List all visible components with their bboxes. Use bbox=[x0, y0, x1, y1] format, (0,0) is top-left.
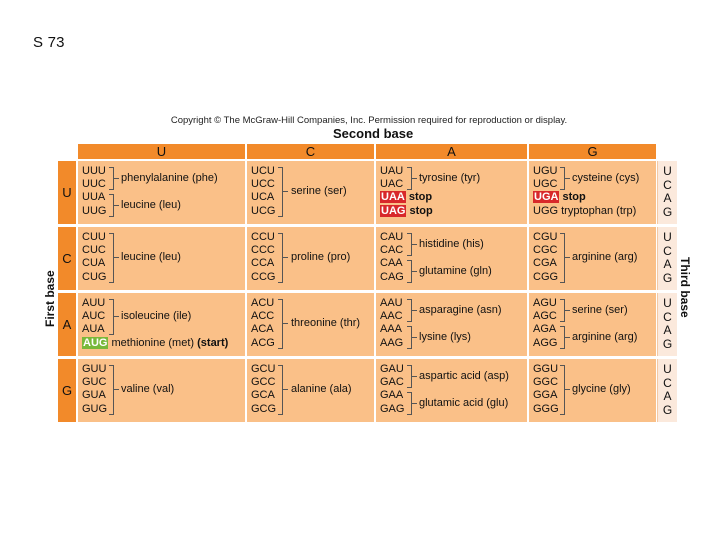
codon: UGC bbox=[533, 178, 558, 191]
bracket bbox=[278, 167, 283, 217]
codon: CAC bbox=[380, 244, 404, 257]
amino-acid-label: serine (ser) bbox=[291, 185, 347, 197]
bracket-tick bbox=[283, 191, 288, 192]
bracket-tick bbox=[114, 257, 119, 258]
third-base-letter: C bbox=[663, 177, 672, 192]
codon: CAU bbox=[380, 231, 404, 243]
third-base-letter: A bbox=[663, 323, 672, 337]
codon-cell-cc bbox=[247, 227, 374, 290]
codon: ACG bbox=[251, 336, 275, 349]
codon: UUA bbox=[82, 191, 106, 204]
first-base-a: A bbox=[58, 293, 76, 356]
third-base-letter: U bbox=[663, 296, 672, 310]
codon-cell-ac bbox=[247, 293, 374, 356]
codon: ACC bbox=[251, 310, 275, 323]
amino-acid-label: glycine (gly) bbox=[572, 383, 631, 395]
codon: UAC bbox=[380, 178, 404, 191]
second-base-header-c: C bbox=[247, 144, 374, 159]
codon: CCU bbox=[251, 231, 275, 243]
codon: UGU bbox=[533, 165, 558, 177]
codon: AAU bbox=[380, 297, 403, 309]
codon: UUC bbox=[82, 178, 106, 191]
amino-acid-label: glutamine (gln) bbox=[419, 265, 492, 277]
second-base-header-a: A bbox=[376, 144, 527, 159]
codon: GAC bbox=[380, 376, 404, 389]
codon: GAA bbox=[380, 389, 404, 402]
codon: AGG bbox=[533, 336, 558, 349]
codon: GCG bbox=[251, 402, 277, 415]
amino-acid-label: leucine (leu) bbox=[121, 251, 181, 263]
bracket bbox=[109, 233, 114, 283]
amino-acid-label: phenylalanine (phe) bbox=[121, 172, 218, 184]
bracket bbox=[560, 365, 565, 415]
codon: CUC bbox=[82, 244, 106, 257]
amino-acid-label: methionine (met) bbox=[111, 336, 195, 349]
bracket-tick bbox=[412, 376, 417, 377]
codon: CGA bbox=[533, 257, 557, 270]
codon-cell-gu bbox=[78, 359, 245, 422]
stop-label: stop bbox=[408, 191, 433, 204]
codon-cell-aa bbox=[376, 293, 527, 356]
third-base-letter: C bbox=[663, 309, 672, 324]
slide-label: S 73 bbox=[33, 34, 65, 51]
bracket bbox=[278, 233, 283, 283]
codon: CGU bbox=[533, 231, 558, 243]
amino-acid-label: arginine (arg) bbox=[572, 251, 638, 263]
bracket bbox=[109, 299, 114, 335]
amino-acid-label: threonine (thr) bbox=[291, 317, 361, 329]
third-base-letter: G bbox=[662, 204, 673, 219]
third-base-letter: A bbox=[663, 389, 672, 403]
third-base-letter: C bbox=[663, 243, 672, 258]
codon: AUU bbox=[82, 297, 106, 309]
third-base-letter: A bbox=[663, 191, 672, 205]
codon: CCC bbox=[251, 244, 275, 257]
amino-acid-label: isoleucine (ile) bbox=[121, 310, 192, 322]
bracket-tick bbox=[114, 389, 119, 390]
codon: AUA bbox=[82, 323, 105, 336]
codon: AGC bbox=[533, 310, 557, 323]
stop-label: stop bbox=[562, 191, 586, 204]
codon: GGG bbox=[533, 402, 559, 415]
bracket-tick bbox=[114, 316, 119, 317]
start-codon: AUG bbox=[83, 336, 108, 349]
codon-cell-cg bbox=[529, 227, 656, 290]
codon: CAG bbox=[380, 270, 404, 283]
amino-acid-label: aspartic acid (asp) bbox=[419, 370, 509, 382]
bracket-tick bbox=[565, 337, 570, 338]
codon-cell-ua bbox=[376, 161, 527, 224]
amino-acid-label: lysine (lys) bbox=[419, 331, 471, 343]
codon-cell-gg bbox=[529, 359, 656, 422]
first-base-u: U bbox=[58, 161, 76, 224]
codon: UGG bbox=[533, 204, 559, 217]
amino-acid-label: alanine (ala) bbox=[291, 383, 352, 395]
bracket-tick bbox=[283, 389, 288, 390]
codon: ACA bbox=[251, 323, 274, 336]
third-base-group-c bbox=[657, 227, 677, 290]
codon-cell-ag bbox=[529, 293, 656, 356]
codon: UCU bbox=[251, 165, 275, 177]
amino-acid-label: glutamic acid (glu) bbox=[419, 397, 509, 409]
codon: CUA bbox=[82, 257, 106, 270]
first-base-c: C bbox=[58, 227, 76, 290]
bracket-tick bbox=[565, 389, 570, 390]
codon-cell-cu bbox=[78, 227, 245, 290]
codon: GGA bbox=[533, 389, 558, 402]
codon-cell-ug bbox=[529, 161, 656, 224]
amino-acid-label: tryptophan (trp) bbox=[561, 204, 637, 217]
stop-codon: UGA bbox=[534, 191, 559, 204]
stop-label: stop bbox=[409, 204, 433, 217]
start-label: (start) bbox=[197, 336, 229, 349]
codon: GUA bbox=[82, 389, 106, 402]
codon: AGA bbox=[533, 323, 557, 336]
codon: UUU bbox=[82, 165, 106, 177]
stop-codon: UAA bbox=[381, 191, 405, 204]
codon-cell-uu bbox=[78, 161, 245, 224]
third-base-letter: G bbox=[662, 402, 673, 417]
bracket bbox=[278, 299, 283, 349]
codon-cell-ga bbox=[376, 359, 527, 422]
third-base-group-u bbox=[657, 161, 677, 224]
third-base-letter: U bbox=[663, 230, 672, 244]
codon-cell-uc bbox=[247, 161, 374, 224]
third-base-letter: C bbox=[663, 375, 672, 390]
bracket-tick bbox=[412, 337, 417, 338]
codon: AUC bbox=[82, 310, 106, 323]
amino-acid-label: histidine (his) bbox=[419, 238, 484, 250]
second-base-title: Second base bbox=[333, 126, 414, 141]
first-base-g: G bbox=[58, 359, 76, 422]
codon: GCA bbox=[251, 389, 275, 402]
second-base-header-g: G bbox=[529, 144, 656, 159]
amino-acid-label: tyrosine (tyr) bbox=[419, 172, 481, 184]
third-base-title: Third base bbox=[678, 257, 692, 318]
copyright-notice: Copyright © The McGraw-Hill Companies, Inc. Permission required for reproduction or display. bbox=[170, 115, 568, 126]
codon: ACU bbox=[251, 297, 275, 309]
bracket-tick bbox=[565, 257, 570, 258]
codon: GGU bbox=[533, 363, 559, 375]
codon: GCC bbox=[251, 376, 276, 389]
amino-acid-label: asparagine (asn) bbox=[419, 304, 502, 316]
amino-acid-label: leucine (leu) bbox=[121, 199, 181, 211]
codon: UUG bbox=[82, 204, 107, 217]
bracket bbox=[278, 365, 283, 415]
codon: AAA bbox=[380, 323, 403, 336]
bracket-tick bbox=[412, 271, 417, 272]
codon: GAU bbox=[380, 363, 404, 375]
third-base-letter: U bbox=[663, 362, 672, 376]
third-base-group-a bbox=[657, 293, 677, 356]
codon: CUU bbox=[82, 231, 106, 243]
bracket-tick bbox=[565, 178, 570, 179]
amino-acid-label: valine (val) bbox=[121, 383, 175, 395]
codon: CGC bbox=[533, 244, 558, 257]
bracket-tick bbox=[114, 178, 119, 179]
codon: CCA bbox=[251, 257, 275, 270]
bracket-tick bbox=[412, 178, 417, 179]
bracket-tick bbox=[412, 310, 417, 311]
codon-cell-au bbox=[78, 293, 245, 356]
codon: UCC bbox=[251, 178, 275, 191]
bracket-tick bbox=[114, 205, 119, 206]
bracket-tick bbox=[283, 257, 288, 258]
first-base-title: First base bbox=[43, 270, 57, 327]
codon: CAA bbox=[380, 257, 403, 270]
bracket-tick bbox=[412, 403, 417, 404]
codon: CCG bbox=[251, 270, 276, 283]
codon-cell-ca bbox=[376, 227, 527, 290]
codon: AAC bbox=[380, 310, 403, 323]
third-base-letter: G bbox=[662, 270, 673, 285]
bracket bbox=[109, 365, 114, 415]
codon: GUU bbox=[82, 363, 107, 375]
codon: UCG bbox=[251, 204, 276, 217]
codon: GAG bbox=[380, 402, 405, 415]
codon: GGC bbox=[533, 376, 559, 389]
codon: AGU bbox=[533, 297, 557, 309]
bracket-tick bbox=[283, 323, 288, 324]
amino-acid-label: serine (ser) bbox=[572, 304, 628, 316]
codon: GUG bbox=[82, 402, 108, 415]
codon: UAU bbox=[380, 165, 404, 177]
amino-acid-label: cysteine (cys) bbox=[572, 172, 640, 184]
codon-cell-gc bbox=[247, 359, 374, 422]
codon: UCA bbox=[251, 191, 275, 204]
second-base-header-u: U bbox=[78, 144, 245, 159]
third-base-letter: A bbox=[663, 257, 672, 271]
third-base-letter: U bbox=[663, 164, 672, 178]
third-base-letter: G bbox=[662, 336, 673, 351]
amino-acid-label: arginine (arg) bbox=[572, 331, 638, 343]
amino-acid-label: proline (pro) bbox=[291, 251, 351, 263]
codon: GCU bbox=[251, 363, 276, 375]
codon: AAG bbox=[380, 336, 404, 349]
bracket-tick bbox=[565, 310, 570, 311]
third-base-group-g bbox=[657, 359, 677, 422]
bracket bbox=[560, 233, 565, 283]
bracket-tick bbox=[412, 244, 417, 245]
stop-codon: UAG bbox=[381, 204, 406, 217]
codon: GUC bbox=[82, 376, 107, 389]
codon: CUG bbox=[82, 270, 107, 283]
codon: CGG bbox=[533, 270, 559, 283]
